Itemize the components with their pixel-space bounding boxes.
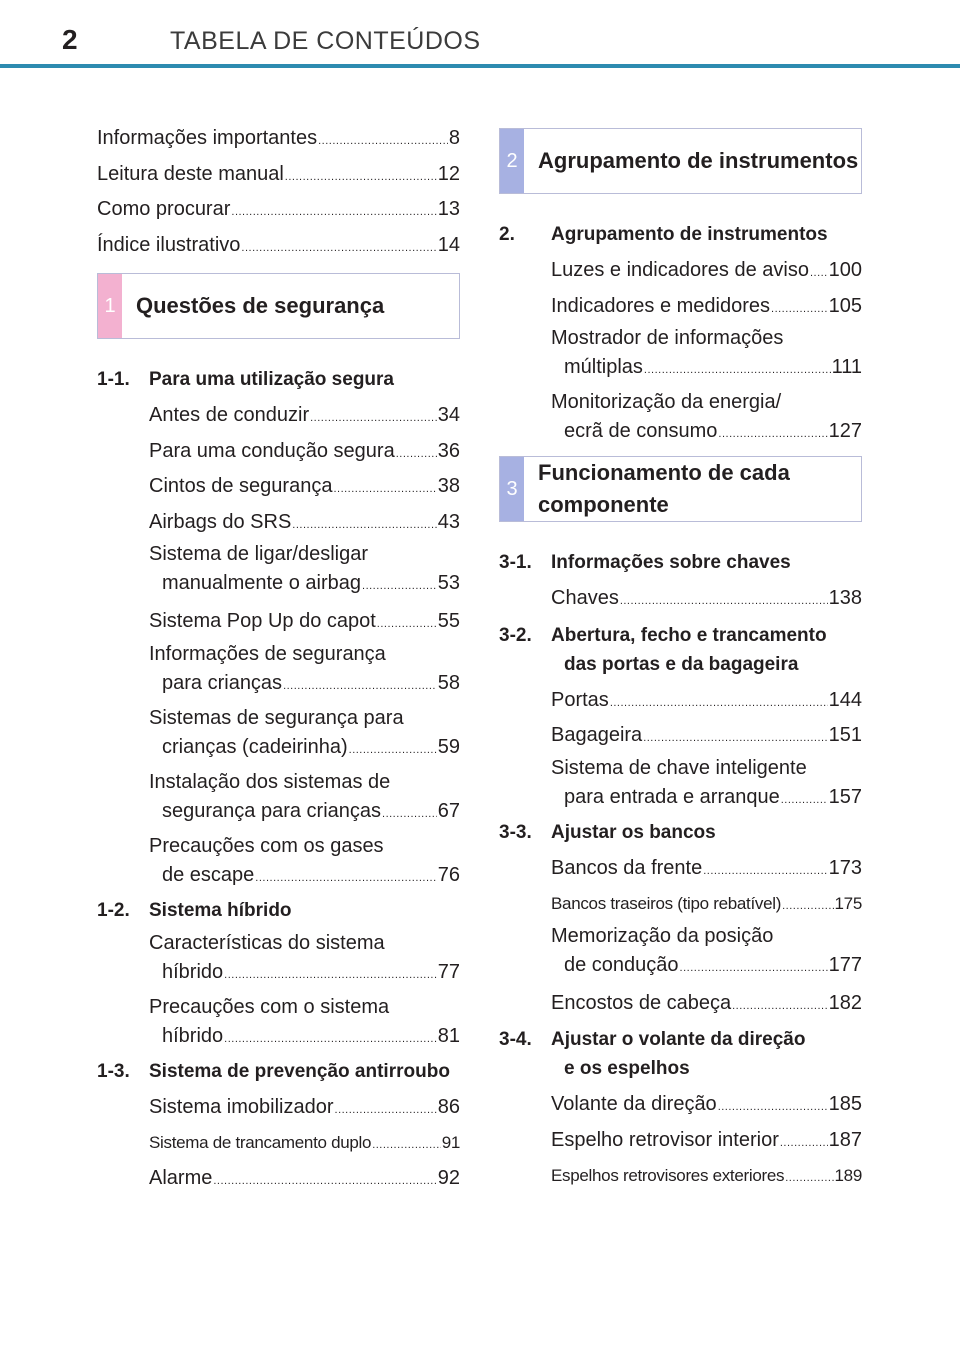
leader-dots [703, 851, 827, 890]
entry-line [149, 469, 460, 505]
leader-dots [283, 669, 437, 701]
toc-entry[interactable]: Leitura deste manual ..... 12 [97, 157, 460, 193]
entry-line [162, 958, 460, 987]
leader-dots [333, 469, 436, 508]
entry-title: Alarme [149, 1166, 213, 1189]
right-column [499, 128, 862, 1194]
toc-entry[interactable] [149, 640, 460, 698]
subsection-heading[interactable]: 2. Agrupamento de instrumentos [499, 224, 828, 245]
entry-title: Sistema Pop Up do capot [149, 610, 376, 632]
entry-title: para crianças [162, 671, 283, 694]
entry-page: 175 [834, 894, 862, 913]
entry-line [162, 569, 460, 598]
section-3-header[interactable] [499, 456, 862, 522]
toc-entry[interactable] [551, 1087, 862, 1123]
section-title: Funcionamento de cada componente [538, 460, 790, 517]
toc-entry[interactable] [149, 768, 460, 826]
page-number: 2 [62, 24, 78, 55]
leader-dots [782, 886, 833, 925]
entry-line [149, 1125, 460, 1161]
entry-title: Volante da direção [551, 1093, 717, 1115]
entry-line [551, 581, 862, 617]
leader-dots [680, 951, 828, 983]
toc-entry[interactable] [149, 929, 460, 987]
entry-page: 53 [437, 572, 460, 594]
entry-title: múltiplas [564, 356, 643, 378]
entry-title: Bancos traseiros (tipo rebatível) [551, 894, 782, 913]
entry-page: 151 [828, 724, 862, 746]
entry-title: ecrã de consumo [564, 420, 718, 442]
entry-line [564, 353, 862, 382]
entry-line [551, 886, 862, 922]
leader-dots [718, 417, 827, 449]
page-header [0, 0, 960, 68]
toc-entry[interactable] [551, 1123, 862, 1159]
section-title: Agrupamento de instrumentos [538, 148, 859, 173]
entry-title: híbrido [162, 1024, 224, 1047]
leader-dots [241, 228, 436, 267]
entry-page: 58 [437, 671, 460, 694]
leader-dots [372, 1125, 441, 1164]
entry-line [551, 1123, 862, 1159]
entry-page: 81 [437, 1024, 460, 1047]
section-2-header[interactable] [499, 128, 862, 194]
entry-line [551, 986, 862, 1022]
entry-title: Chaves [551, 587, 619, 609]
leader-dots [224, 958, 437, 990]
toc-entry[interactable] [149, 469, 460, 505]
entry-title: Espelho retrovisor interior [551, 1128, 779, 1151]
entry-title: Antes de conduzir [149, 404, 310, 426]
entry-line [149, 1090, 460, 1126]
leader-dots [377, 604, 437, 643]
left-column [97, 121, 460, 1196]
leader-dots [810, 253, 828, 292]
entry-line [162, 669, 460, 698]
entry-page: 59 [437, 735, 460, 758]
entry-page: 173 [828, 856, 862, 879]
subsection-heading[interactable]: 1-1. Para uma utilização segura [97, 369, 394, 390]
entry-title: crianças (cadeirinha) [162, 735, 348, 758]
entry-line [551, 1158, 862, 1194]
entry-title: Precauções com o sistema [149, 995, 390, 1018]
leader-dots [780, 1123, 828, 1162]
entry-page: 38 [437, 475, 460, 497]
section-number: 3 [500, 457, 524, 521]
entry-page: 111 [831, 356, 862, 378]
toc-entry[interactable] [149, 1090, 460, 1126]
entry-page: 55 [437, 610, 460, 632]
entry-title: Sistema de ligar/desligar [149, 543, 368, 565]
toc-entry[interactable] [551, 851, 862, 887]
leader-dots [781, 783, 828, 815]
leader-dots [620, 581, 828, 620]
entry-page: 67 [437, 799, 460, 822]
entry-line [149, 505, 460, 541]
toc-entry[interactable] [551, 253, 862, 289]
leader-dots [335, 1090, 437, 1129]
entry-page: 36 [437, 439, 460, 462]
entry-page: 157 [828, 785, 862, 808]
entry-title: Mostrador de informações [551, 327, 784, 349]
leader-dots [231, 192, 436, 231]
toc-entry[interactable] [149, 505, 460, 541]
entry-page: 43 [437, 510, 460, 533]
toc-entry[interactable] [551, 986, 862, 1022]
toc-entry[interactable] [149, 604, 460, 640]
entry-page: 138 [828, 587, 862, 609]
entry-line [564, 951, 862, 980]
entry-title: de escape [162, 863, 255, 886]
entry-page: 182 [828, 991, 862, 1014]
section-1-header[interactable] [97, 273, 460, 339]
entry-line [149, 604, 460, 640]
subsection-heading[interactable]: 3-3. Ajustar os bancos [499, 821, 716, 843]
toc-entry[interactable] [149, 1125, 460, 1161]
toc-entry[interactable]: Índice ilustrativo ..... 14 [97, 228, 460, 264]
entry-title: Luzes e indicadores de aviso [551, 259, 809, 281]
entry-line [162, 1022, 460, 1051]
leader-dots [285, 157, 437, 196]
toc-entry[interactable] [551, 754, 862, 812]
entry-line [162, 733, 460, 762]
entry-title: Airbags do SRS [149, 510, 292, 533]
toc-entry[interactable] [551, 388, 862, 446]
leader-dots [318, 121, 448, 160]
entry-title: manualmente o airbag [162, 572, 362, 594]
leader-dots [310, 398, 437, 437]
toc-entry[interactable]: Informações importantes ..... 8 [97, 121, 460, 157]
entry-page: 185 [828, 1093, 862, 1115]
toc-entry[interactable] [149, 704, 460, 762]
entry-line [551, 289, 862, 325]
entry-title: Cintos de segurança [149, 475, 333, 497]
entry-line [551, 851, 862, 887]
entry-title: para entrada e arranque [564, 785, 780, 808]
toc-entry[interactable] [551, 289, 862, 325]
toc-entry[interactable] [149, 540, 460, 598]
toc-entry[interactable] [551, 886, 862, 922]
toc-entry[interactable] [149, 1161, 460, 1197]
entry-page: 77 [437, 960, 460, 983]
entry-page: 177 [828, 953, 862, 976]
toc-entry[interactable] [551, 324, 862, 382]
subsection-heading[interactable]: 1-2. Sistema híbrido [97, 899, 292, 921]
entry-page: 86 [437, 1095, 460, 1118]
header-rule [0, 64, 960, 68]
entry-page: 187 [828, 1128, 862, 1151]
leader-dots [785, 1158, 833, 1197]
subsection-heading[interactable]: 1-3. Sistema de prevenção antirroubo [97, 1060, 450, 1082]
toc-entry[interactable] [149, 993, 460, 1051]
leader-dots [396, 434, 437, 473]
toc-entry[interactable]: Como procurar ..... 13 [97, 192, 460, 228]
header-title: TABELA DE CONTEÚDOS [170, 27, 481, 55]
entry-page: 127 [828, 420, 862, 442]
entry-line [162, 797, 460, 826]
leader-dots [644, 353, 831, 385]
subsection-heading[interactable]: 3-2. Abertura, fecho e trancamento das portas e da bagageira [499, 624, 827, 675]
toc-entry[interactable] [149, 434, 460, 470]
entry-title: Indicadores e medidores [551, 294, 771, 317]
entry-page: 34 [437, 404, 460, 426]
section-number: 1 [98, 274, 122, 338]
entry-title: Instalação dos sistemas de [149, 770, 391, 793]
entry-title: Bagageira [551, 724, 643, 746]
toc-entry[interactable] [551, 683, 862, 719]
entry-line [564, 783, 862, 812]
entry-title: Encostos de cabeça [551, 991, 732, 1014]
entry-line [551, 683, 862, 719]
entry-line [149, 1161, 460, 1197]
toc-entry[interactable] [551, 581, 862, 617]
entry-title: híbrido [162, 960, 224, 983]
leader-dots [732, 986, 828, 1025]
entry-title: segurança para crianças [162, 799, 382, 822]
leader-dots [382, 797, 437, 829]
entry-title: Sistemas de segurança para [149, 706, 404, 729]
entry-title: Para uma condução segura [149, 439, 395, 462]
leader-dots [292, 505, 436, 544]
entry-title: Informações de segurança [149, 642, 386, 665]
entry-page: 91 [441, 1133, 460, 1152]
toc-entry[interactable] [551, 922, 862, 980]
toc-entry[interactable] [551, 1158, 862, 1194]
entry-page: 144 [828, 688, 862, 711]
entry-title: Monitorização da energia/ [551, 391, 782, 413]
entry-title: Sistema de chave inteligente [551, 756, 807, 779]
toc-entry[interactable] [149, 832, 460, 890]
entry-title: Sistema imobilizador [149, 1095, 334, 1118]
subsection-heading[interactable]: 3-1. Informações sobre chaves [499, 552, 791, 573]
entry-line [149, 434, 460, 470]
section-title: Questões de segurança [136, 293, 385, 318]
toc-entry[interactable] [149, 398, 460, 434]
section-number: 2 [500, 129, 524, 193]
leader-dots [610, 683, 828, 722]
leader-dots [771, 289, 828, 328]
toc-entry[interactable] [551, 718, 862, 754]
entry-page: 100 [828, 259, 862, 281]
entry-page: 76 [437, 863, 460, 886]
leader-dots [643, 718, 827, 757]
entry-line [551, 253, 862, 289]
leader-dots [349, 733, 437, 765]
entry-page: 92 [437, 1166, 460, 1189]
entry-page: 189 [834, 1166, 862, 1185]
entry-title: Portas [551, 688, 609, 711]
entry-line [551, 718, 862, 754]
entry-line [551, 1087, 862, 1123]
entry-line [162, 861, 460, 890]
subsection-heading[interactable]: 3-4. Ajustar o volante da direção e os espelhos [499, 1029, 806, 1079]
entry-title: Características do sistema [149, 931, 385, 954]
entry-line [149, 398, 460, 434]
leader-dots [213, 1161, 436, 1200]
entry-title: de condução [564, 953, 679, 976]
entry-title: Bancos da frente [551, 856, 703, 879]
leader-dots [718, 1087, 828, 1126]
entry-page: 105 [828, 294, 862, 317]
leader-dots [224, 1022, 437, 1054]
leader-dots [255, 861, 436, 893]
entry-title: Memorização da posição [551, 924, 774, 947]
leader-dots [362, 569, 437, 601]
entry-title: Espelhos retrovisores exteriores [551, 1166, 785, 1185]
entry-title: Precauções com os gases [149, 834, 384, 857]
entry-line [564, 417, 862, 446]
entry-title: Sistema de trancamento duplo [149, 1133, 372, 1152]
